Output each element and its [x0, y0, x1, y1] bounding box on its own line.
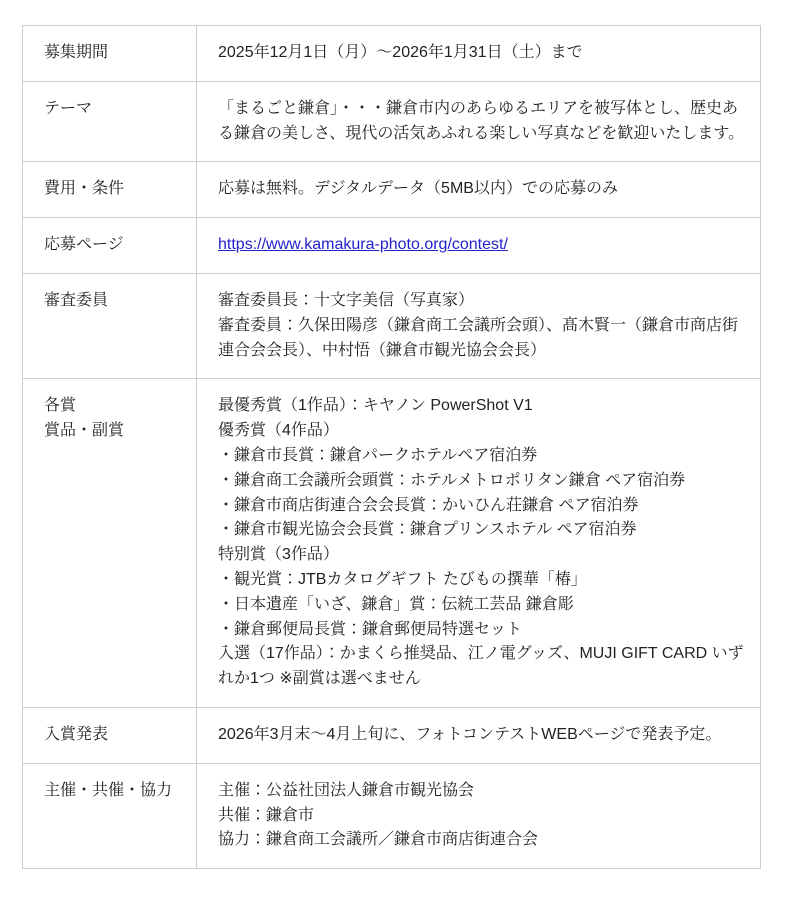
row-label-line: 募集期間: [44, 44, 109, 61]
row-value-line: 2025年12月1日（月）～2026年1月31日（土）まで: [218, 44, 583, 61]
table-row: [23, 81, 761, 162]
row-value: [197, 218, 761, 274]
row-label: [23, 162, 197, 218]
row-label: [23, 763, 197, 868]
row-value: [197, 81, 761, 162]
row-value-line: 「まるごと鎌倉」・・・鎌倉市内のあらゆるエリアを被写体とし、歴史ある鎌倉の美しさ、現代の活気あふれる楽しい写真などを歓迎いたします。: [218, 99, 745, 142]
row-value-line: ・鎌倉郵便局長賞：鎌倉郵便局特選セット: [218, 620, 523, 638]
row-label-line: 費用・条件: [44, 180, 125, 198]
row-label: [23, 218, 197, 274]
contest-info-section: [22, 25, 761, 869]
row-value-line: ・鎌倉市長賞：鎌倉パークホテルペア宿泊券: [218, 446, 538, 464]
row-value-line: 協力：鎌倉商工会議所／鎌倉市商店街連合会: [218, 831, 539, 849]
table-body: [23, 26, 761, 869]
row-label-line: 応募ページ: [44, 236, 124, 254]
row-value-line: 2026年3月末～4月上旬に、フォトコンテストWEBページで発表予定。: [218, 725, 722, 743]
row-value: [197, 379, 761, 708]
row-value: [197, 707, 761, 763]
row-value-line: 優秀賞（4作品）: [218, 422, 339, 440]
table-row: [23, 763, 761, 868]
row-label-line: 主催・共催・協力: [44, 781, 173, 799]
row-value: [197, 273, 761, 378]
row-value-line: 応募は無料。デジタルデータ（5MB以内）での応募のみ: [218, 180, 618, 198]
row-value-line: [218, 233, 746, 258]
row-label-line: 審査委員: [44, 291, 109, 309]
table-row: [23, 218, 761, 274]
row-value: [197, 763, 761, 868]
row-label: [23, 379, 197, 708]
row-value-line: 審査委員長：十文字美信（写真家）: [218, 291, 475, 309]
row-label-line: 各賞: [44, 397, 77, 415]
row-value-line: 特別賞（3作品）: [218, 546, 339, 564]
table-row: [23, 26, 761, 82]
row-value: [197, 162, 761, 218]
row-value-line: 主催：公益社団法人鎌倉市観光協会: [218, 781, 475, 799]
table-row: [23, 707, 761, 763]
row-label-line: 入賞発表: [44, 725, 109, 743]
row-value-line: 審査委員：久保田陽彦（鎌倉商工会議所会頭）、髙木賢一（鎌倉市商店街連合会会長）、中村悟（鎌倉市観光協会会長）: [218, 316, 739, 359]
row-value: [197, 26, 761, 82]
row-label: [23, 707, 197, 763]
row-value-line: ・鎌倉商工会議所会頭賞：ホテルメトロポリタン鎌倉 ペア宿泊券: [218, 471, 686, 489]
row-value-line: ・鎌倉市観光協会会長賞：鎌倉プリンスホテル ペア宿泊券: [218, 521, 637, 539]
row-label-line: テーマ: [44, 99, 93, 117]
table-row: [23, 379, 761, 708]
row-value-line: ・鎌倉市商店街連合会会長賞：かいひん荘鎌倉 ペア宿泊券: [218, 496, 639, 514]
row-value-line: ・日本遺産「いざ、鎌倉」賞：伝統工芸品 鎌倉彫: [218, 595, 574, 613]
row-label-line: 賞品・副賞: [44, 422, 125, 440]
row-label: [23, 26, 197, 82]
row-value-line: ・観光賞：JTBカタログギフト たびもの撰華「椿」: [218, 570, 587, 588]
row-value-line: 最優秀賞（1作品）：キヤノン PowerShot V1: [218, 397, 533, 415]
table-row: [23, 162, 761, 218]
row-label: [23, 273, 197, 378]
row-value-line: 入選（17作品）：かまくら推奨品、江ノ電グッズ、MUJI GIFT CARD いずれか1つ ※副賞は選べません: [218, 645, 744, 688]
row-value-line: 共催：鎌倉市: [218, 806, 315, 824]
contest-page-link[interactable]: https://www.kamakura-photo.org/contest/: [218, 236, 508, 254]
table-row: [23, 273, 761, 378]
row-label: [23, 81, 197, 162]
contest-info-table: [22, 25, 761, 869]
